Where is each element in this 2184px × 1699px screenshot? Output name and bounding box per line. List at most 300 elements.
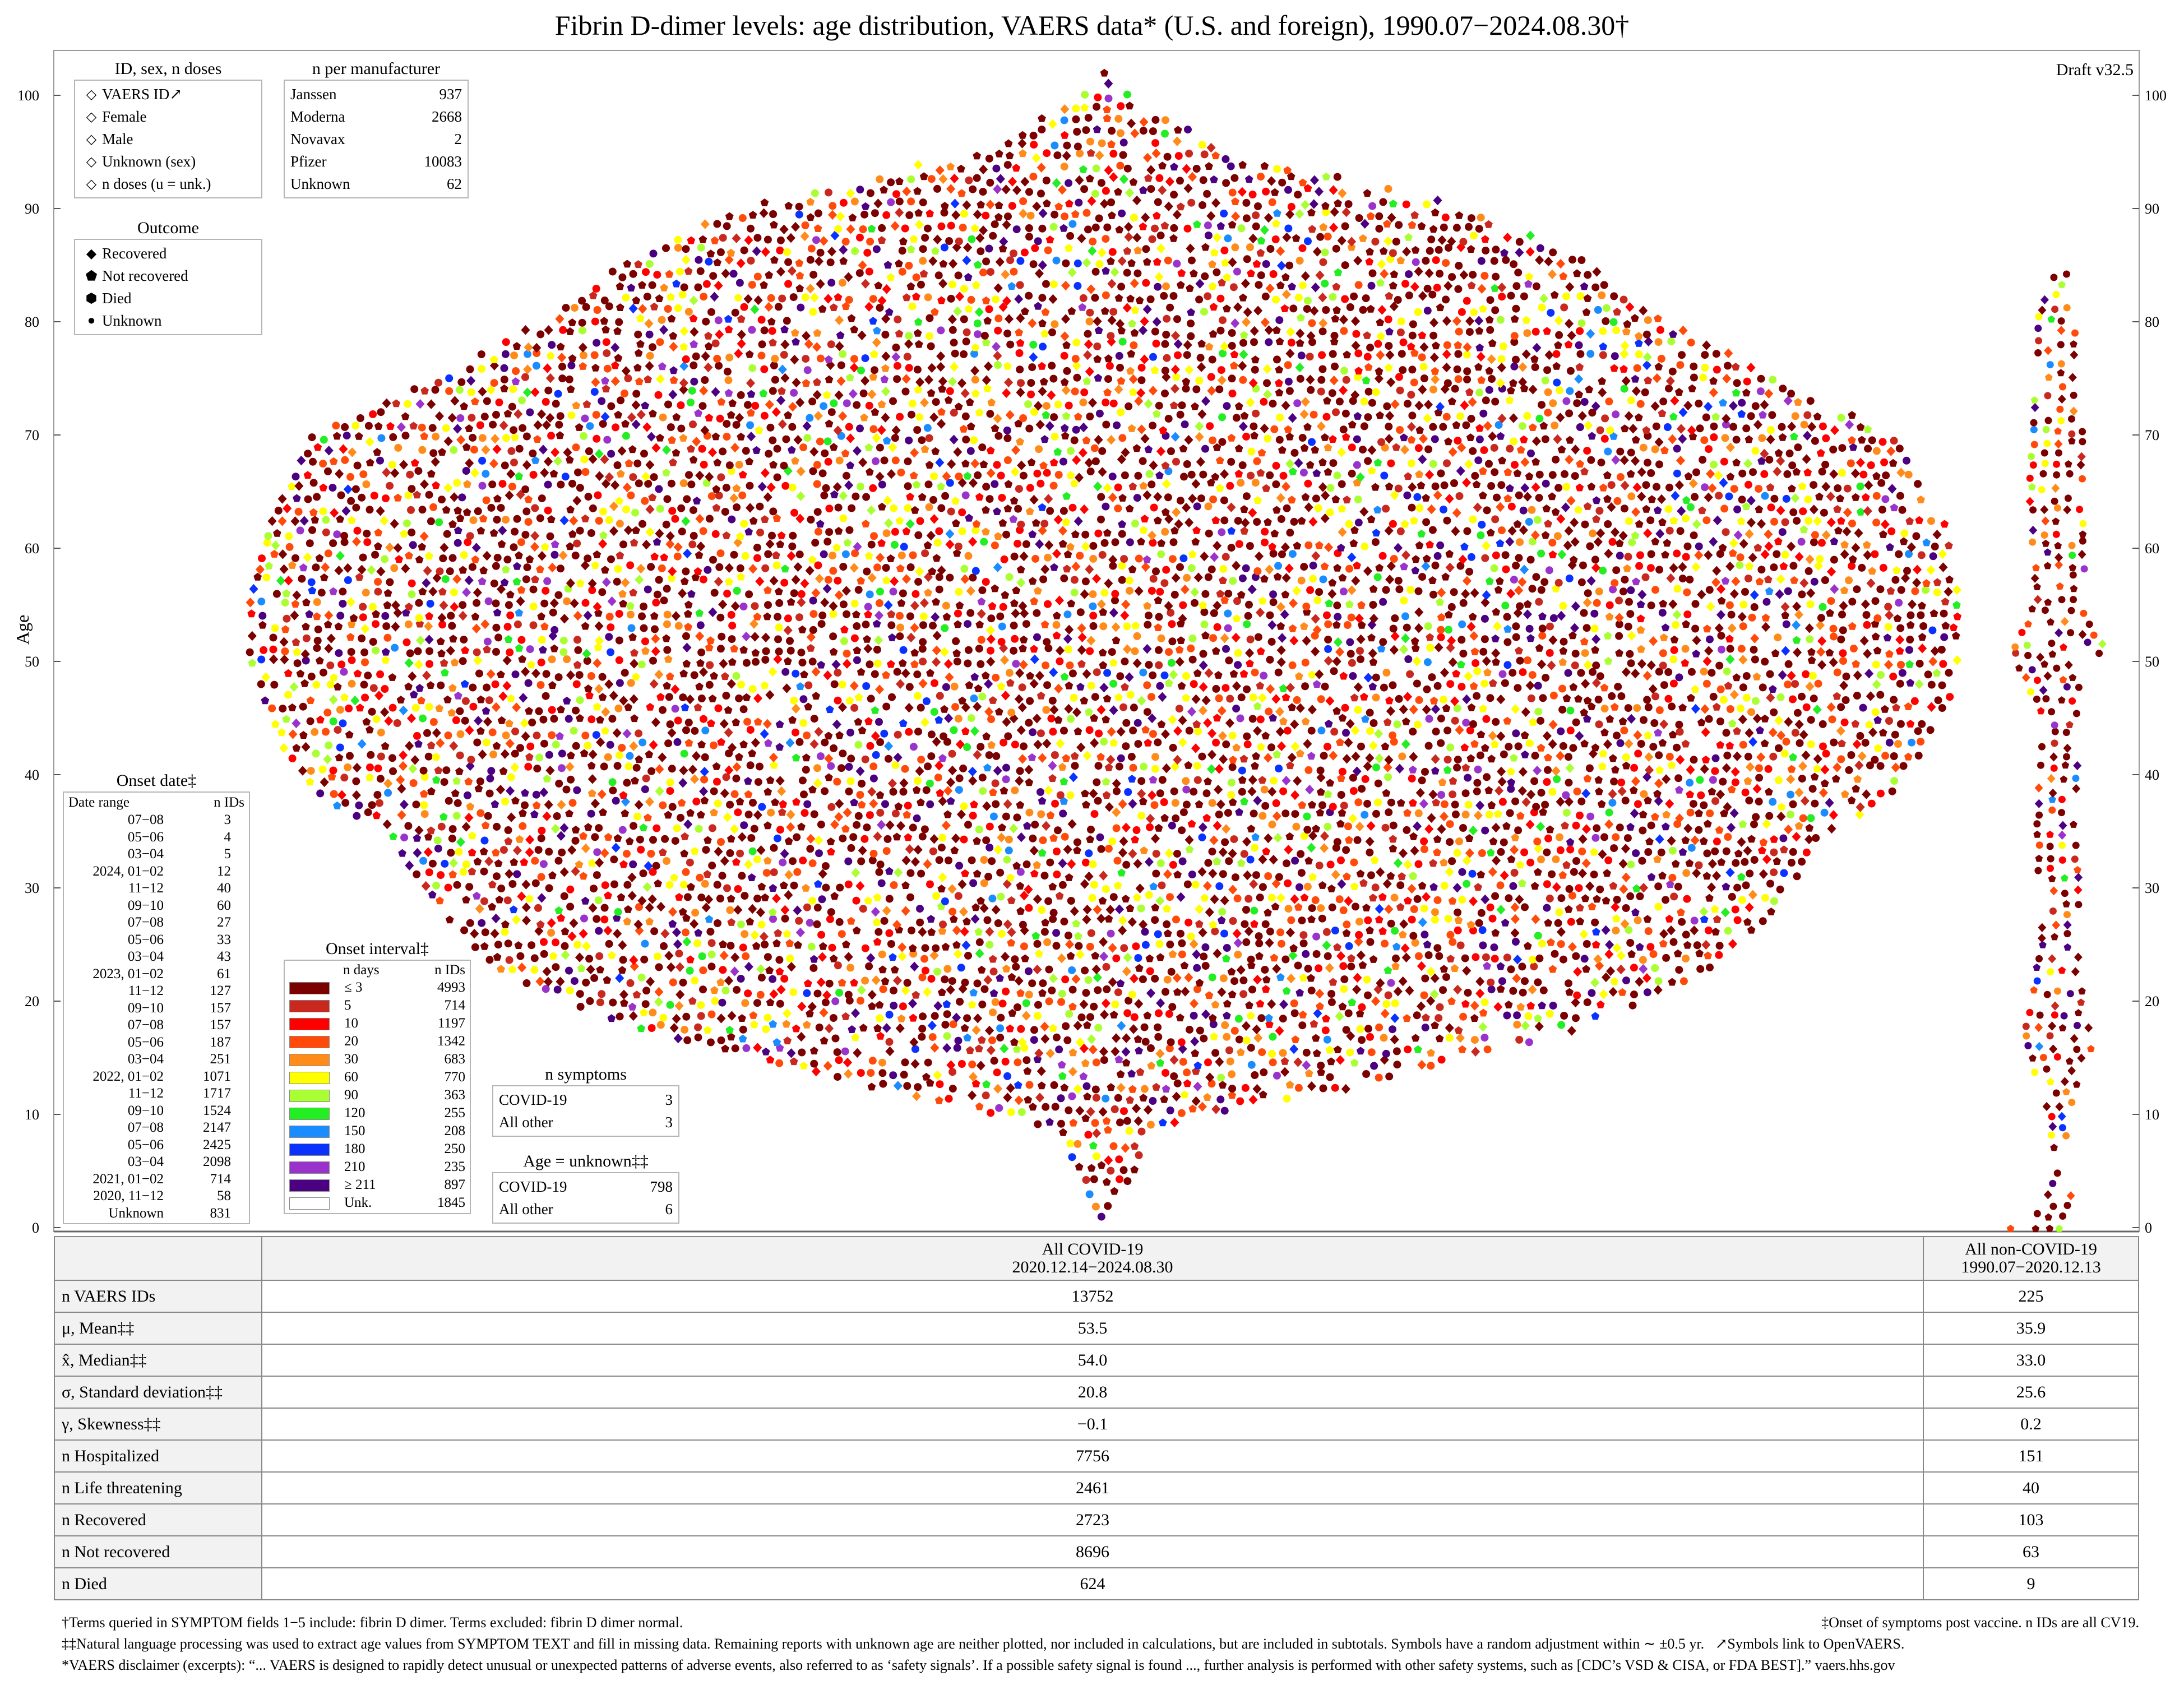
data-point — [1039, 836, 1047, 844]
data-point — [1464, 774, 1472, 782]
data-point — [1526, 680, 1535, 691]
data-point — [1748, 614, 1756, 622]
data-point — [1099, 608, 1107, 616]
data-point — [1118, 925, 1127, 936]
data-point — [656, 693, 665, 701]
data-point — [672, 928, 681, 938]
data-point — [1002, 775, 1010, 783]
data-point — [1047, 811, 1055, 819]
data-point — [1225, 656, 1233, 664]
data-point — [474, 716, 483, 726]
data-point — [649, 836, 657, 844]
data-point — [507, 774, 515, 781]
data-point — [1660, 681, 1668, 689]
data-point — [1500, 751, 1508, 758]
data-point — [1133, 632, 1141, 640]
data-point — [887, 621, 895, 629]
data-point — [1789, 696, 1797, 703]
data-point — [1133, 859, 1142, 869]
data-point — [1700, 915, 1709, 923]
data-point — [1025, 990, 1033, 998]
data-point — [813, 764, 821, 772]
data-point — [804, 702, 813, 710]
data-point — [1372, 693, 1380, 701]
data-point — [299, 703, 307, 711]
data-point — [565, 967, 573, 975]
data-point — [517, 962, 526, 973]
data-point — [1081, 1059, 1090, 1067]
data-point — [506, 590, 515, 598]
data-point — [547, 918, 556, 928]
data-point — [556, 976, 565, 987]
data-point — [383, 601, 392, 609]
data-point — [725, 577, 733, 585]
data-point — [499, 767, 508, 775]
data-point — [565, 715, 573, 723]
data-point — [1211, 1049, 1219, 1057]
data-point — [1013, 1045, 1021, 1053]
data-point — [437, 682, 445, 689]
data-point — [292, 590, 301, 600]
data-point — [1167, 1107, 1174, 1114]
data-point — [905, 703, 914, 713]
data-point — [1507, 785, 1515, 793]
data-point — [1023, 822, 1031, 830]
data-point — [874, 635, 883, 645]
data-point — [542, 587, 549, 595]
data-point — [654, 879, 662, 887]
data-point — [1194, 776, 1202, 784]
data-point — [1033, 861, 1041, 869]
data-point — [1139, 1094, 1147, 1101]
data-point — [1086, 1013, 1094, 1021]
data-point — [528, 941, 535, 949]
data-point — [1952, 632, 1960, 640]
data-point — [1692, 600, 1700, 608]
data-point — [769, 989, 778, 999]
data-point — [1106, 905, 1115, 915]
data-point — [1481, 744, 1489, 752]
data-point — [1725, 868, 1734, 878]
data-point — [1446, 743, 1454, 751]
data-point — [714, 847, 723, 857]
data-point — [1384, 966, 1392, 974]
data-point — [1225, 857, 1233, 865]
data-point — [421, 810, 429, 818]
data-point — [1397, 799, 1405, 807]
data-point — [1544, 766, 1552, 774]
data-point — [1331, 1084, 1339, 1092]
data-point — [829, 601, 837, 612]
data-point — [381, 685, 388, 693]
data-point — [1091, 810, 1099, 818]
data-point — [910, 623, 919, 633]
data-point — [1165, 679, 1173, 687]
data-point — [313, 612, 321, 620]
data-point — [697, 649, 705, 656]
data-point — [1674, 950, 1682, 957]
data-point — [1488, 731, 1497, 741]
data-point — [963, 1014, 971, 1022]
data-point — [809, 626, 817, 634]
data-point — [1308, 873, 1317, 881]
data-point — [1513, 1021, 1521, 1029]
data-point — [1643, 696, 1651, 703]
data-point — [977, 660, 984, 668]
data-point — [764, 953, 772, 961]
data-point — [512, 670, 520, 678]
data-point — [1307, 974, 1315, 982]
data-point — [1845, 576, 1853, 584]
data-point — [1168, 620, 1176, 628]
data-point — [1383, 762, 1392, 772]
data-point — [1361, 811, 1368, 819]
data-point — [1049, 1024, 1057, 1032]
data-point — [943, 786, 952, 796]
data-point — [599, 808, 607, 816]
data-point — [1151, 975, 1159, 983]
data-point — [1299, 931, 1307, 939]
data-point — [362, 589, 370, 596]
data-point — [1622, 762, 1631, 770]
data-point — [599, 693, 607, 701]
data-point — [1210, 609, 1218, 617]
data-point — [1773, 857, 1782, 865]
data-point — [616, 679, 624, 687]
data-point — [738, 1014, 746, 1022]
data-point — [1713, 915, 1722, 923]
data-point — [1338, 809, 1347, 817]
data-point — [1412, 1034, 1420, 1042]
data-point — [793, 905, 802, 915]
data-point — [1301, 682, 1309, 690]
data-point — [1398, 752, 1406, 760]
data-point — [248, 631, 257, 641]
data-point — [900, 788, 908, 796]
data-point — [1627, 586, 1635, 594]
data-point — [1615, 649, 1623, 657]
data-point — [1595, 587, 1603, 595]
data-point — [427, 787, 436, 795]
data-point — [629, 860, 637, 868]
data-point — [1346, 719, 1355, 729]
data-point — [1935, 696, 1942, 704]
data-point — [1802, 670, 1810, 678]
data-point — [1371, 996, 1380, 1006]
y-tick-label: 20 — [25, 993, 39, 1010]
data-point — [567, 845, 576, 855]
data-point — [978, 636, 985, 644]
data-point — [1194, 728, 1202, 735]
data-point — [744, 790, 753, 798]
data-point — [1473, 692, 1480, 700]
data-point — [1526, 820, 1535, 830]
data-point — [1839, 680, 1848, 691]
data-point — [1873, 614, 1881, 622]
data-point — [1327, 589, 1336, 599]
data-point — [1578, 848, 1586, 855]
data-point — [1524, 656, 1531, 664]
data-point — [851, 635, 859, 642]
data-point — [1755, 798, 1763, 805]
data-point — [1458, 896, 1466, 904]
data-point — [1291, 1010, 1299, 1017]
data-point — [1750, 590, 1759, 600]
data-point — [1491, 892, 1499, 900]
data-point — [1422, 1024, 1429, 1031]
data-point — [1002, 1058, 1010, 1066]
data-point — [1074, 1021, 1082, 1031]
data-point — [786, 637, 794, 645]
data-point — [1043, 638, 1051, 646]
data-point — [292, 638, 300, 646]
data-point — [1158, 635, 1165, 642]
data-point — [961, 869, 969, 877]
data-point — [508, 965, 517, 973]
data-point — [1053, 942, 1061, 950]
data-point — [1695, 949, 1704, 957]
data-point — [503, 656, 512, 666]
data-point — [1334, 637, 1343, 647]
data-point — [548, 655, 556, 663]
data-point — [1243, 871, 1252, 881]
data-point — [846, 729, 854, 737]
data-point — [1069, 1048, 1077, 1056]
data-point — [1866, 578, 1875, 589]
data-point — [1090, 1175, 1098, 1183]
data-point — [1889, 673, 1897, 680]
data-point — [1478, 909, 1486, 917]
data-point — [1794, 709, 1802, 717]
data-point — [884, 741, 893, 751]
data-point — [412, 800, 420, 808]
data-point — [520, 718, 529, 728]
data-point — [359, 603, 367, 611]
data-point — [1434, 896, 1442, 904]
data-point — [1505, 894, 1512, 902]
data-point — [1326, 1073, 1334, 1081]
data-point — [969, 574, 977, 582]
data-point — [1516, 860, 1525, 868]
data-point — [391, 600, 400, 610]
data-point — [1044, 600, 1052, 608]
data-point — [1014, 1003, 1021, 1011]
data-point — [1686, 576, 1693, 584]
data-point — [539, 788, 548, 798]
data-point — [1386, 706, 1395, 716]
data-point — [1409, 766, 1417, 774]
data-point — [1544, 753, 1552, 761]
data-point — [825, 1024, 834, 1034]
data-point — [521, 802, 529, 809]
data-point — [1067, 599, 1076, 607]
data-point — [1540, 987, 1548, 994]
data-point — [1321, 683, 1329, 691]
data-point — [756, 908, 765, 918]
data-point — [1431, 1021, 1439, 1029]
data-point — [1060, 1084, 1068, 1091]
data-point — [401, 563, 410, 573]
data-point — [1312, 896, 1320, 904]
data-point — [854, 741, 862, 749]
data-point — [1437, 613, 1446, 621]
data-point — [1134, 1035, 1142, 1043]
data-point — [497, 670, 505, 678]
data-point — [1619, 717, 1627, 725]
data-point — [461, 680, 469, 688]
data-point — [1277, 658, 1286, 668]
data-point — [1477, 752, 1484, 760]
data-point — [786, 1048, 795, 1058]
data-point — [550, 715, 558, 723]
data-point — [1275, 669, 1283, 677]
data-point — [914, 692, 922, 700]
data-point — [340, 774, 348, 781]
data-point — [561, 942, 569, 950]
data-point — [1090, 1003, 1098, 1011]
data-point — [1249, 1095, 1258, 1105]
data-point — [843, 659, 852, 669]
data-point — [246, 598, 255, 608]
data-point — [1553, 775, 1561, 783]
data-point — [1234, 938, 1243, 948]
data-point — [280, 655, 289, 665]
data-point — [1488, 985, 1496, 993]
data-point — [1591, 743, 1600, 751]
data-point — [1058, 763, 1067, 771]
data-point — [1548, 635, 1557, 645]
data-point — [1533, 766, 1542, 776]
data-point — [806, 845, 814, 853]
data-point — [743, 659, 751, 667]
data-point — [784, 657, 792, 665]
data-point — [355, 573, 364, 581]
data-point — [855, 586, 863, 594]
data-point — [1403, 826, 1410, 834]
data-point — [273, 590, 281, 598]
data-point — [1107, 1083, 1116, 1091]
data-point — [1228, 1070, 1236, 1078]
data-point — [1591, 624, 1599, 632]
data-point — [1636, 943, 1644, 951]
data-point — [1404, 655, 1412, 663]
data-point — [1193, 762, 1201, 770]
data-point — [381, 742, 390, 750]
data-point — [1045, 966, 1053, 974]
data-point — [1170, 1055, 1179, 1065]
data-point — [1737, 873, 1746, 881]
data-point — [1382, 789, 1391, 797]
data-point — [1389, 845, 1398, 853]
data-point — [1110, 893, 1118, 901]
data-point — [1104, 1126, 1112, 1133]
data-point — [1643, 671, 1652, 681]
data-point — [601, 566, 609, 573]
data-point — [1133, 894, 1141, 901]
data-point — [1311, 614, 1320, 624]
data-point — [1542, 674, 1549, 682]
data-point — [662, 635, 670, 642]
data-point — [1317, 767, 1325, 775]
data-point — [840, 600, 848, 608]
data-point — [516, 744, 524, 752]
data-point — [423, 566, 432, 576]
data-point — [1067, 897, 1075, 905]
data-point — [920, 955, 928, 963]
data-point — [697, 1001, 705, 1009]
data-point — [1118, 915, 1127, 925]
data-point — [1489, 679, 1497, 687]
data-point — [1103, 1117, 1111, 1125]
data-point — [1269, 590, 1277, 598]
data-point — [1257, 715, 1265, 723]
data-point — [1031, 821, 1039, 828]
data-point — [1381, 1009, 1390, 1019]
data-point — [1865, 720, 1873, 728]
data-point — [1621, 844, 1630, 854]
data-point — [1819, 788, 1828, 798]
data-point — [1391, 999, 1399, 1007]
data-point — [1732, 859, 1739, 867]
data-point — [928, 1021, 937, 1031]
data-point — [1057, 1094, 1065, 1102]
data-point — [513, 845, 522, 855]
data-point — [525, 895, 534, 902]
data-point — [903, 811, 911, 818]
data-point — [1190, 939, 1199, 949]
data-point — [1363, 761, 1372, 771]
data-point — [1572, 822, 1580, 830]
data-point — [246, 649, 254, 656]
data-point — [624, 905, 632, 913]
data-point — [321, 562, 330, 572]
data-point — [944, 659, 953, 669]
data-point — [1300, 939, 1308, 947]
data-point — [1238, 767, 1246, 775]
data-point — [1284, 727, 1292, 735]
data-point — [866, 590, 874, 598]
data-point — [1205, 991, 1214, 999]
data-point — [531, 669, 540, 679]
data-point — [1430, 697, 1438, 705]
data-point — [1195, 800, 1204, 808]
data-point — [731, 601, 740, 612]
data-point — [679, 669, 688, 677]
data-point — [1086, 636, 1095, 646]
data-point — [482, 821, 490, 829]
data-point — [1799, 730, 1808, 740]
data-point — [682, 1013, 690, 1021]
data-point — [947, 797, 955, 805]
data-point — [1489, 915, 1497, 923]
data-point — [492, 914, 501, 924]
data-point — [1083, 905, 1092, 915]
data-point — [1584, 589, 1592, 597]
data-point — [873, 620, 881, 628]
data-point — [560, 867, 569, 877]
data-point — [1162, 566, 1170, 574]
data-point — [1105, 915, 1113, 923]
data-point — [1098, 1161, 1106, 1169]
data-point — [1202, 696, 1211, 706]
data-point — [1400, 597, 1408, 605]
data-point — [904, 979, 911, 987]
data-point — [803, 1021, 811, 1029]
data-point — [1348, 998, 1356, 1006]
data-point — [1848, 622, 1857, 630]
data-point — [1113, 788, 1121, 795]
data-point — [1426, 633, 1434, 641]
